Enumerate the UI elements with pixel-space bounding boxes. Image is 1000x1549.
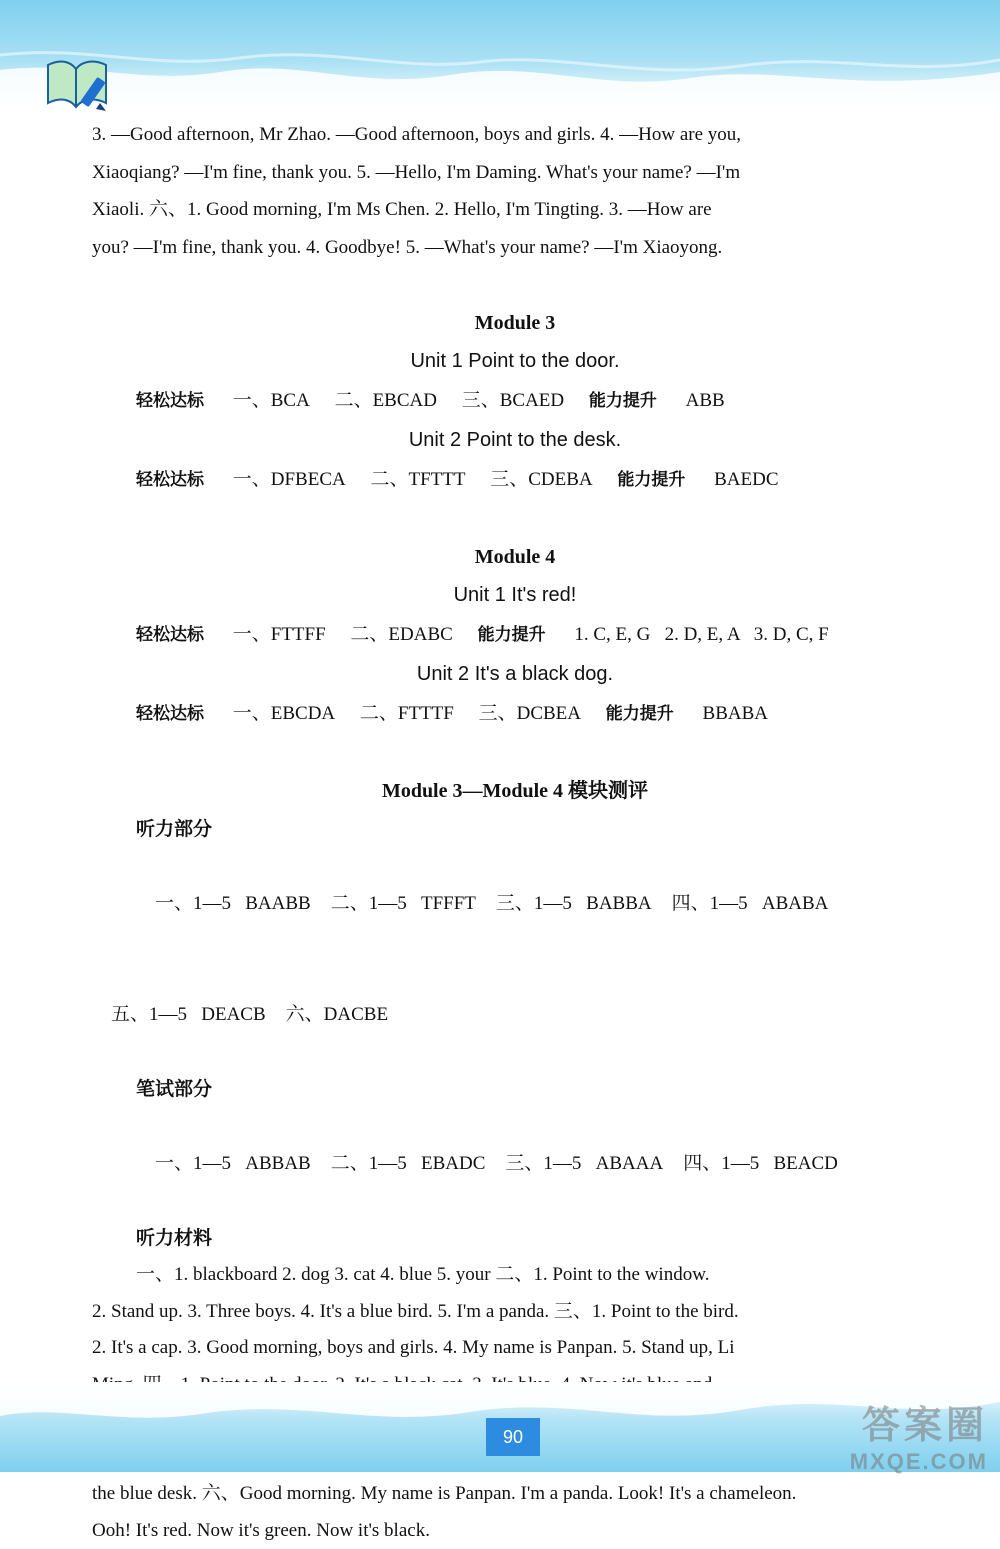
module-test-title: Module 3—Module 4 模块测评	[92, 772, 938, 810]
answer-item: 三、BCAED	[462, 390, 564, 411]
answer-item: 一、FTTFF	[233, 624, 326, 645]
materials-line: Ooh! It's red. Now it's green. Now it's black.	[92, 1513, 938, 1549]
module-4-unit-2-title: Unit 2 It's a black dog.	[92, 655, 938, 694]
materials-line: 2. It's a cap. 3. Good morning, boys and girls. 4. My name is Panpan. 5. Stand up, Li	[92, 1330, 938, 1367]
module-4-unit-1-title: Unit 1 It's red!	[92, 576, 938, 615]
answer-item: 一、EBCDA	[233, 703, 335, 724]
easy-label: 轻松达标	[136, 470, 204, 490]
answer-item: 一、BCA	[233, 390, 310, 411]
answer-item: 一、1—5 BAABB	[155, 893, 311, 914]
answer-item: ABB	[686, 390, 725, 411]
advanced-label: 能力提升	[589, 391, 657, 411]
answer-item: 四、1—5 ABABA	[672, 893, 829, 914]
watermark-logo-text: 答案圈	[773, 1394, 988, 1449]
answer-key-content	[92, 116, 938, 1549]
answer-item: 二、1—5 TFFFT	[331, 893, 476, 914]
answer-item: 二、EBCAD	[335, 390, 437, 411]
module-4-title: Module 4	[92, 538, 938, 576]
advanced-label: 能力提升	[478, 625, 546, 645]
easy-label: 轻松达标	[136, 625, 204, 645]
answer-item: BAEDC	[714, 469, 778, 490]
answer-item: BBABA	[703, 703, 768, 724]
intro-line: you? —I'm fine, thank you. 4. Goodbye! 5. —What's your name? —I'm Xiaoyong.	[92, 229, 938, 267]
listening-answers-row	[92, 959, 938, 1070]
answer-item: 二、TFTTT	[370, 469, 465, 490]
advanced-label: 能力提升	[606, 704, 674, 724]
answer-item: 二、EDABC	[350, 624, 452, 645]
module-3-title: Module 3	[92, 304, 938, 342]
easy-label: 轻松达标	[136, 704, 204, 724]
listening-materials-heading: 听力材料	[92, 1219, 938, 1257]
answer-item: 三、1—5 ABAAA	[505, 1153, 663, 1174]
page-number: 90	[486, 1418, 540, 1456]
module-3-unit-2-title: Unit 2 Point to the desk.	[92, 421, 938, 460]
site-watermark	[773, 1394, 988, 1464]
answer-item: 四、1—5 BEACD	[683, 1153, 838, 1174]
intro-line: Xiaoli. 六、1. Good morning, I'm Ms Chen. 2. Hello, I'm Tingting. 3. —How are	[92, 191, 938, 229]
answer-item: 一、DFBECA	[233, 469, 346, 490]
module-3-unit-2-answers	[92, 460, 938, 500]
module-4-unit-1-answers	[92, 615, 938, 655]
answer-item: 五、1—5 DEACB	[111, 1004, 266, 1025]
answer-item: 六、DACBE	[286, 1004, 388, 1025]
module-4-unit-2-answers	[92, 694, 938, 734]
top-decoration-band	[0, 0, 1000, 110]
answer-item: 二、FTTTF	[360, 703, 454, 724]
listening-section-heading: 听力部分	[92, 810, 938, 848]
listening-answers-row	[92, 848, 938, 959]
advanced-label: 能力提升	[617, 470, 685, 490]
materials-line: the blue desk. 六、Good morning. My name is Panpan. I'm a panda. Look! It's a chameleon.	[92, 1476, 938, 1513]
written-answers-row	[92, 1108, 938, 1219]
answer-item: 三、CDEBA	[490, 469, 592, 490]
intro-line: Xiaoqiang? —I'm fine, thank you. 5. —Hello, I'm Daming. What's your name? —I'm	[92, 154, 938, 192]
module-3-unit-1-title: Unit 1 Point to the door.	[92, 342, 938, 381]
materials-line: 2. Stand up. 3. Three boys. 4. It's a blue bird. 5. I'm a panda. 三、1. Point to the bird.	[92, 1294, 938, 1331]
watermark-url: MXQE.COM	[773, 1449, 988, 1475]
book-pencil-logo-icon	[40, 55, 120, 115]
module-3-unit-1-answers	[92, 381, 938, 421]
answer-item: 二、1—5 EBADC	[331, 1153, 486, 1174]
answer-item: 1. C, E, G 2. D, E, A 3. D, C, F	[574, 624, 828, 645]
intro-line: 3. —Good afternoon, Mr Zhao. —Good afternoon, boys and girls. 4. —How are you,	[92, 116, 938, 154]
materials-line: 一、1. blackboard 2. dog 3. cat 4. blue 5. your 二、1. Point to the window.	[92, 1257, 938, 1294]
written-section-heading: 笔试部分	[92, 1070, 938, 1108]
answer-item: 三、1—5 BABBA	[496, 893, 652, 914]
answer-item: 三、DCBEA	[479, 703, 581, 724]
answer-item: 一、1—5 ABBAB	[155, 1153, 311, 1174]
easy-label: 轻松达标	[136, 391, 204, 411]
